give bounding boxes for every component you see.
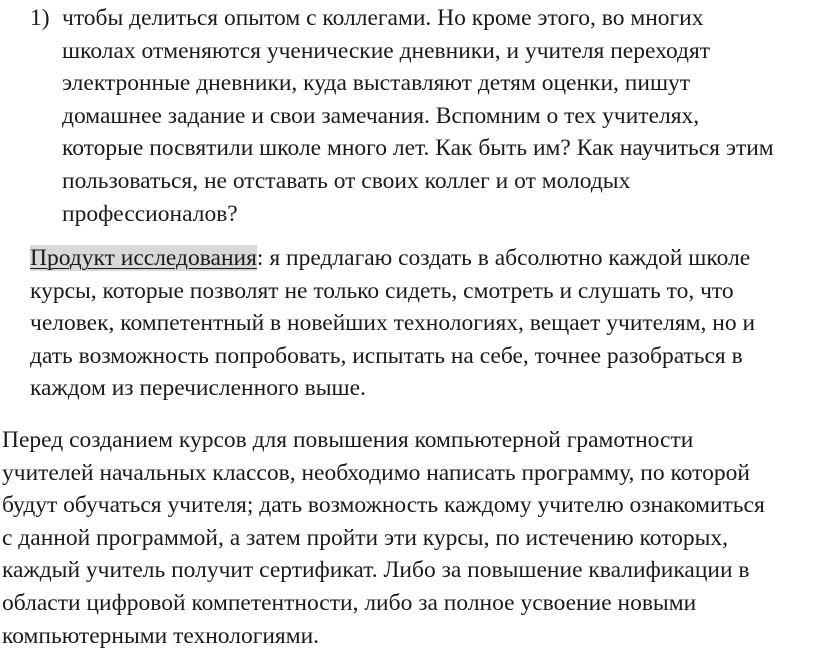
text-line: человек, компетентный в новейших технологиях, вещает учителям, но и: [30, 310, 756, 337]
text-line: которые посвятили школе много лет. Как быть им? Как научиться этим: [62, 135, 774, 162]
text-line: каждом из перечисленного выше.: [30, 375, 366, 402]
text-line: каждый учитель получит сертификат. Либо за повышение квалификации в: [2, 557, 750, 584]
text-line: Перед созданием курсов для повышения компьютерной грамотности: [2, 427, 694, 453]
text-fragment: : я предлагаю создать в абсолютно каждой школе: [256, 245, 751, 271]
text-line: электронные дневники, куда выставляют детям оценки, пишут: [62, 70, 691, 97]
text-line: пользоваться, не отставать от своих коллег и от молодых: [62, 167, 631, 194]
text-line: [30, 242, 810, 275]
text-line: будут обучаться учителя; дать возможность каждому учителю ознакомиться: [2, 492, 765, 519]
text-line: профессионалов?: [62, 200, 238, 227]
list-number: 1): [30, 5, 50, 31]
text-line: с данной программой, а затем пройти эти курсы, по истечению которых,: [2, 524, 729, 551]
text-line: чтобы делиться опытом с коллегами. Но кроме этого, во многих: [62, 5, 704, 31]
product-heading-label: Продукт исследования: [30, 245, 257, 271]
courses-paragraph: [2, 424, 808, 652]
text-line: учителей начальных классов, необходимо написать программу, по которой: [2, 459, 750, 486]
text-line: школах отменяются ученические дневники, и учителя переходят: [62, 37, 711, 64]
numbered-list-item: [30, 2, 810, 230]
list-item-text: [62, 2, 810, 230]
text-line: компьютерными технологиями.: [2, 622, 320, 649]
text-line: дать возможность попробовать, испытать на себе, точнее разобраться в: [30, 342, 743, 369]
text-line: курсы, которые позволят не только сидеть, смотреть и слушать то, что: [30, 277, 734, 304]
text-line: области цифровой компетентности, либо за полное усвоение новыми: [2, 589, 697, 616]
text-line: домашнее задание и свои замечания. Вспомним о тех учителях,: [62, 102, 700, 129]
product-paragraph: [30, 242, 810, 405]
